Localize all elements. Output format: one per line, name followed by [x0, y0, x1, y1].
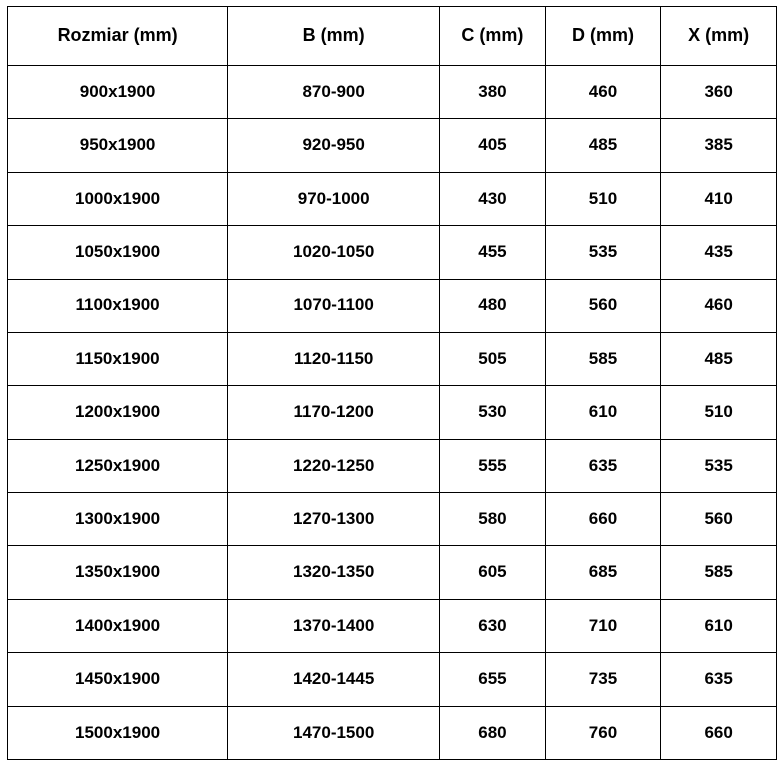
- cell-c: 680: [440, 706, 546, 760]
- cell-c: 605: [440, 546, 546, 599]
- cell-c: 455: [440, 226, 546, 279]
- cell-rozmiar: 1450x1900: [8, 653, 228, 706]
- cell-c: 505: [440, 332, 546, 385]
- cell-b: 920-950: [228, 119, 440, 172]
- cell-c: 480: [440, 279, 546, 332]
- cell-b: 1120-1150: [228, 332, 440, 385]
- cell-b: 1020-1050: [228, 226, 440, 279]
- table-row: [8, 119, 777, 172]
- column-header-c: C (mm): [440, 7, 546, 66]
- cell-d: 460: [545, 66, 661, 119]
- column-header-x: X (mm): [661, 7, 777, 66]
- cell-rozmiar: 1150x1900: [8, 332, 228, 385]
- table-header: [8, 7, 777, 66]
- shower-door-size-table: [7, 6, 777, 760]
- cell-x: 485: [661, 332, 777, 385]
- table-row: [8, 493, 777, 546]
- cell-rozmiar: 1050x1900: [8, 226, 228, 279]
- table-row: [8, 279, 777, 332]
- cell-d: 535: [545, 226, 661, 279]
- cell-b: 970-1000: [228, 172, 440, 225]
- cell-c: 630: [440, 599, 546, 652]
- cell-c: 580: [440, 493, 546, 546]
- cell-x: 360: [661, 66, 777, 119]
- cell-x: 535: [661, 439, 777, 492]
- cell-b: 1070-1100: [228, 279, 440, 332]
- table-row: [8, 439, 777, 492]
- column-header-b: B (mm): [228, 7, 440, 66]
- cell-b: 1220-1250: [228, 439, 440, 492]
- cell-c: 405: [440, 119, 546, 172]
- table-row: [8, 66, 777, 119]
- cell-d: 685: [545, 546, 661, 599]
- cell-d: 485: [545, 119, 661, 172]
- cell-rozmiar: 1300x1900: [8, 493, 228, 546]
- cell-rozmiar: 1350x1900: [8, 546, 228, 599]
- cell-d: 635: [545, 439, 661, 492]
- table-header-row: [8, 7, 777, 66]
- cell-rozmiar: 950x1900: [8, 119, 228, 172]
- cell-x: 410: [661, 172, 777, 225]
- cell-d: 760: [545, 706, 661, 760]
- cell-d: 735: [545, 653, 661, 706]
- cell-b: 1320-1350: [228, 546, 440, 599]
- cell-x: 610: [661, 599, 777, 652]
- cell-x: 660: [661, 706, 777, 760]
- cell-c: 555: [440, 439, 546, 492]
- cell-b: 1170-1200: [228, 386, 440, 439]
- table-row: [8, 172, 777, 225]
- cell-rozmiar: 1100x1900: [8, 279, 228, 332]
- cell-d: 710: [545, 599, 661, 652]
- cell-b: 1470-1500: [228, 706, 440, 760]
- table-row: [8, 226, 777, 279]
- cell-rozmiar: 1400x1900: [8, 599, 228, 652]
- cell-x: 385: [661, 119, 777, 172]
- cell-c: 655: [440, 653, 546, 706]
- cell-c: 530: [440, 386, 546, 439]
- cell-c: 430: [440, 172, 546, 225]
- table-body: [8, 66, 777, 760]
- cell-b: 870-900: [228, 66, 440, 119]
- cell-x: 510: [661, 386, 777, 439]
- cell-b: 1420-1445: [228, 653, 440, 706]
- table-row: [8, 546, 777, 599]
- column-header-rozmiar: Rozmiar (mm): [8, 7, 228, 66]
- table-row: [8, 332, 777, 385]
- cell-x: 435: [661, 226, 777, 279]
- column-header-d: D (mm): [545, 7, 661, 66]
- table-row: [8, 706, 777, 760]
- cell-d: 585: [545, 332, 661, 385]
- table-row: [8, 599, 777, 652]
- cell-c: 380: [440, 66, 546, 119]
- cell-d: 610: [545, 386, 661, 439]
- table-row: [8, 653, 777, 706]
- cell-b: 1370-1400: [228, 599, 440, 652]
- cell-rozmiar: 1000x1900: [8, 172, 228, 225]
- cell-rozmiar: 1250x1900: [8, 439, 228, 492]
- cell-x: 635: [661, 653, 777, 706]
- cell-x: 560: [661, 493, 777, 546]
- cell-rozmiar: 1200x1900: [8, 386, 228, 439]
- cell-b: 1270-1300: [228, 493, 440, 546]
- cell-d: 560: [545, 279, 661, 332]
- cell-d: 660: [545, 493, 661, 546]
- table-row: [8, 386, 777, 439]
- cell-rozmiar: 1500x1900: [8, 706, 228, 760]
- cell-x: 585: [661, 546, 777, 599]
- cell-d: 510: [545, 172, 661, 225]
- cell-x: 460: [661, 279, 777, 332]
- cell-rozmiar: 900x1900: [8, 66, 228, 119]
